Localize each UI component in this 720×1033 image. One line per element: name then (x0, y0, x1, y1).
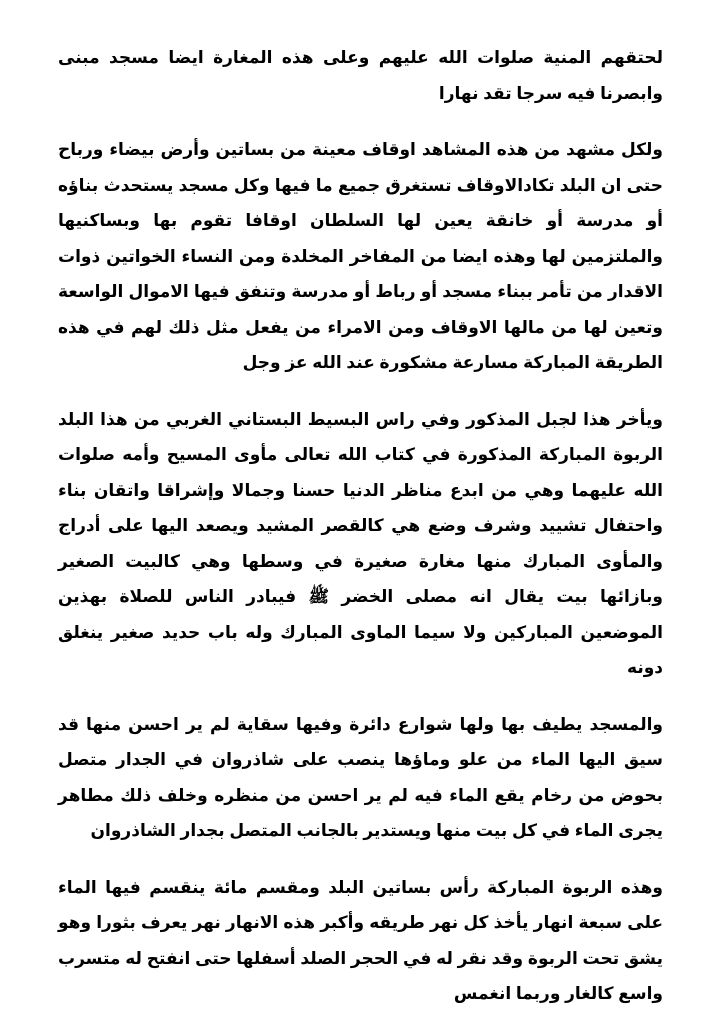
paragraph: وهذه الربوة المباركة رأس بساتين البلد ومقسم مائة ينقسم فيها الماء على سبعة انهار يأخذ كل نهر طريقه وأكبر هذه الانهار نهر يعرف بثورا وهو يشق تحت الربوة وقد نقر له في الحجر الصلد أسفلها حتى انفتح له متسرب واسع كالغار وربما انغمس (58, 877, 663, 1003)
paragraph: والمسجد يطيف بها ولها شوارع دائرة وفيها سقاية لم ير احسن منها قد سيق اليها الماء من علو وماؤها ينصب على شاذروان في الجدار متصل بحوض من رخام يقع الماء فيه لم ير احسن من منظره وخلف ذلك مطاهر يجرى الماء في كل بيت منها ويستدير بالجانب المتصل بجدار الشاذروان (58, 714, 663, 840)
paragraph: ولكل مشهد من هذه المشاهد اوقاف معينة من بساتين وأرض بيضاء ورباح حتى ان البلد تكادالاوقاف تستغرق جميع ما فيها وكل مسجد يستحدث بناؤه أو مدرسة أو خانقة يعين لها السلطان اوقافا تقوم بها وبساكنيها والملتزمين لها وهذه ايضا من المفاخر المخلدة ومن النساء الخواتين ذوات الاقدار من تأمر ببناء مسجد أو رباط أو مدرسة وتنفق فيها الاموال الواسعة وتعين لها من مالها الاوقاف ومن الامراء من يفعل مثل ذلك لهم في هذه الطريقة المباركة مسارعة مشكورة عند الله عز وجل (58, 140, 663, 372)
paragraph: لحتقهم المنية صلوات الله عليهم وعلى هذه المغارة ايضا مسجد مبنى وابصرنا فيه سرجا تقد نهارا (58, 48, 663, 103)
document-page (58, 40, 663, 1033)
paragraph: ويأخر هذا لجبل المذكور وفي راس البسيط البستاني الغربي من هذا البلد الربوة المباركة المذكورة في كتاب الله تعالى مأوى المسيح وأمه صلوات الله عليهما وهي من ابدع مناظر الدنيا حسنا وجمالا وإشراقا واتقان بناء واحتفال تشييد وشرف وضع هي كالقصر المشيد ويصعد اليها على أدراج والمأوى المبارك منها مغارة صغيرة في وسطها وهي كالبيت الصغير وبازائها بيت يقال انه مصلى الخضر ﷺ فيبادر الناس للصلاة بهذين الموضعين المباركين ولا سيما الماوى المبارك وله باب حديد صغير ينغلق دونه (58, 409, 663, 677)
